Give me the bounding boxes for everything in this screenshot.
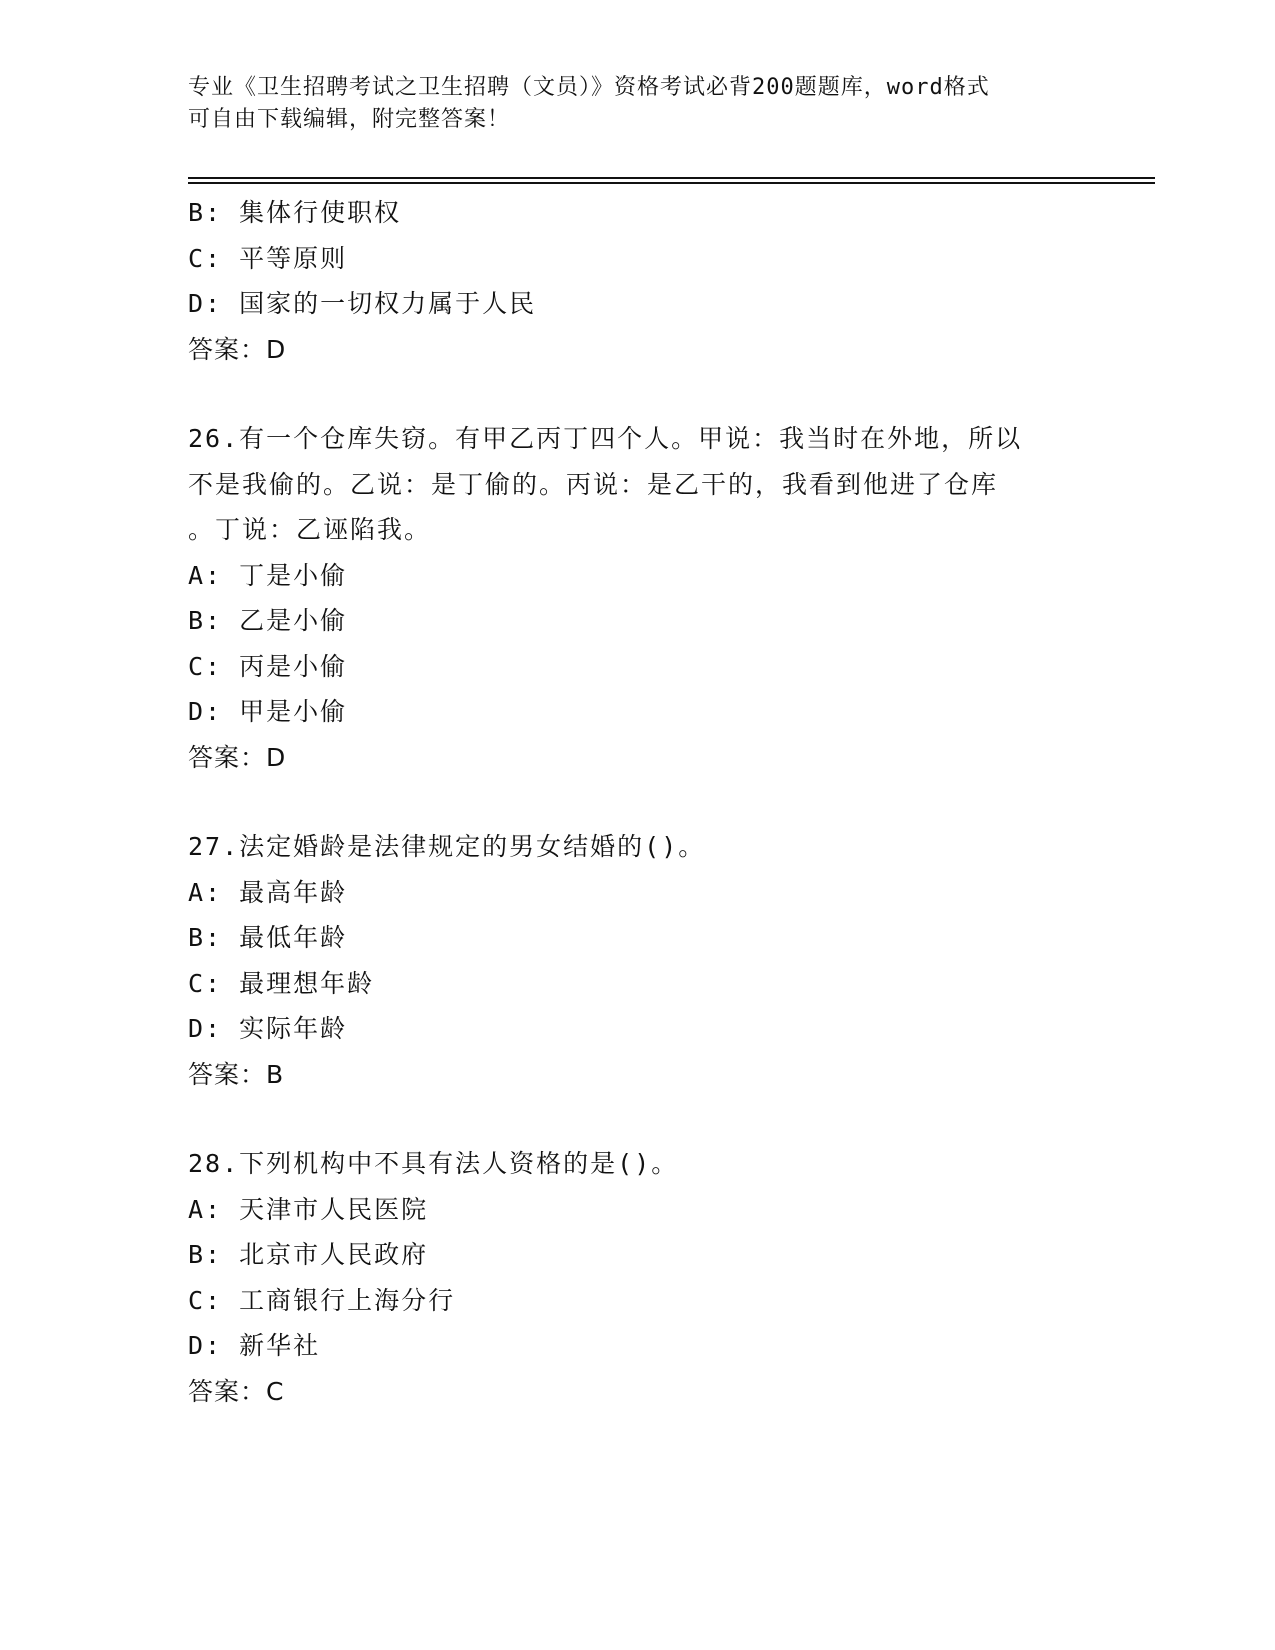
spacer	[188, 372, 1118, 416]
question-list	[188, 190, 1118, 1414]
question-block-26	[188, 416, 1118, 780]
option-d: D: 新华社	[188, 1331, 321, 1360]
question-stem: 。丁说：乙诬陷我。	[188, 515, 432, 544]
option-b: B: 最低年龄	[188, 923, 348, 952]
question-block-25	[188, 190, 1118, 372]
question-block-27	[188, 824, 1118, 1097]
header-line-2: 可自由下载编辑，附完整答案！	[188, 107, 511, 132]
option-b: B: 集体行使职权	[188, 198, 402, 227]
answer-line: 答案：D	[188, 742, 287, 772]
option-b: B: 北京市人民政府	[188, 1240, 429, 1269]
document-header	[188, 72, 1088, 136]
option-d: D: 实际年龄	[188, 1014, 348, 1043]
header-divider-bottom	[188, 182, 1155, 184]
option-a: A: 天津市人民医院	[188, 1194, 429, 1224]
question-block-28	[188, 1141, 1118, 1414]
question-stem: 28.下列机构中不具有法人资格的是()。	[188, 1149, 679, 1178]
option-c: C: 平等原则	[188, 243, 348, 273]
option-c: C: 最理想年龄	[188, 968, 375, 998]
answer-line: 答案：B	[188, 1059, 285, 1089]
question-stem: 27.法定婚龄是法律规定的男女结婚的()。	[188, 832, 706, 861]
option-c: C: 丙是小偷	[188, 651, 348, 681]
spacer	[188, 780, 1118, 824]
spacer	[188, 1097, 1118, 1141]
question-stem: 不是我偷的。乙说：是丁偷的。丙说：是乙干的，我看到他进了仓库	[188, 469, 999, 499]
option-d: D: 国家的一切权力属于人民	[188, 289, 537, 318]
option-c: C: 工商银行上海分行	[188, 1285, 456, 1315]
option-b: B: 乙是小偷	[188, 606, 348, 635]
answer-line: 答案：C	[188, 1376, 285, 1406]
header-line-1: 专业《卫生招聘考试之卫生招聘（文员）》资格考试必背200题题库，word格式	[188, 75, 990, 100]
option-d: D: 甲是小偷	[188, 697, 348, 726]
option-a: A: 最高年龄	[188, 877, 348, 907]
answer-line: 答案：D	[188, 334, 287, 364]
question-stem: 26.有一个仓库失窃。有甲乙丙丁四个人。甲说：我当时在外地，所以	[188, 424, 1023, 453]
header-divider-top	[188, 177, 1155, 179]
option-a: A: 丁是小偷	[188, 560, 348, 590]
